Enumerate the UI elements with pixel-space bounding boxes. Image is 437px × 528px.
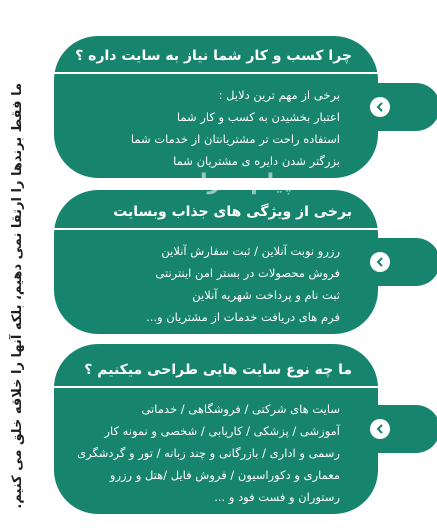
card-expand-tab[interactable]	[370, 83, 437, 131]
title-divider	[54, 386, 378, 388]
card-list	[54, 84, 378, 172]
title-divider	[54, 72, 378, 74]
card-expand-tab[interactable]	[370, 405, 437, 453]
watermark: پیام سرا	[200, 170, 293, 195]
side-slogan-text: ما فقط برندها را ارتقا نمی دهیم، بلکه آنها را خلاقه خلق می کنیم.	[9, 83, 25, 509]
card-expand-tab[interactable]	[370, 238, 437, 286]
chevron-left-icon[interactable]	[370, 97, 390, 117]
side-slogan	[3, 83, 31, 509]
card-title: برخی از ویژگی های جذاب وبسایت	[113, 204, 352, 220]
list-item: رستوران و فست فود و ...	[214, 490, 340, 504]
list-item: رسمی و اداری / بازرگانی و چند زبانه / تور و گردشگری	[77, 446, 340, 460]
list-item: سایت های شرکتی / فروشگاهی / خدماتی	[141, 402, 340, 416]
website-types-card	[54, 344, 378, 514]
list-item: برخی از مهم ترین دلایل :	[218, 88, 340, 102]
list-item: فروش محصولات در بستر امن اینترنتی	[155, 266, 340, 280]
list-item: رزرو نوبت آنلاین / ثبت سفارش آنلاین	[161, 244, 340, 258]
list-item: بزرگتر شدن دایره ی مشتریان شما	[173, 154, 340, 168]
chevron-left-icon[interactable]	[370, 419, 390, 439]
list-item: معماری و دکوراسیون / فروش فایل /هتل و رزرو	[109, 468, 340, 482]
chevron-left-icon[interactable]	[370, 252, 390, 272]
list-item: فرم های دریافت خدمات از مشتریان و...	[146, 310, 340, 324]
card-title: چرا کسب و کار شما نیاز به سایت داره ؟	[75, 48, 352, 64]
list-item: ثبت نام و پرداخت شهریه آنلاین	[192, 288, 340, 302]
title-divider	[54, 228, 378, 230]
why-website-card	[54, 36, 378, 178]
list-item: استفاده راحت تر مشتریانتان از خدمات شما	[130, 132, 340, 146]
features-card	[54, 190, 378, 334]
card-list	[54, 240, 378, 328]
card-title: ما چه نوع سایت هایی طراحی میکنیم ؟	[84, 362, 352, 378]
list-item: اعتبار بخشیدن به کسب و کار شما	[176, 110, 340, 124]
list-item: آموزشی / پزشکی / کاریابی / شخصی و نمونه کار	[104, 424, 340, 438]
card-list	[54, 398, 378, 508]
